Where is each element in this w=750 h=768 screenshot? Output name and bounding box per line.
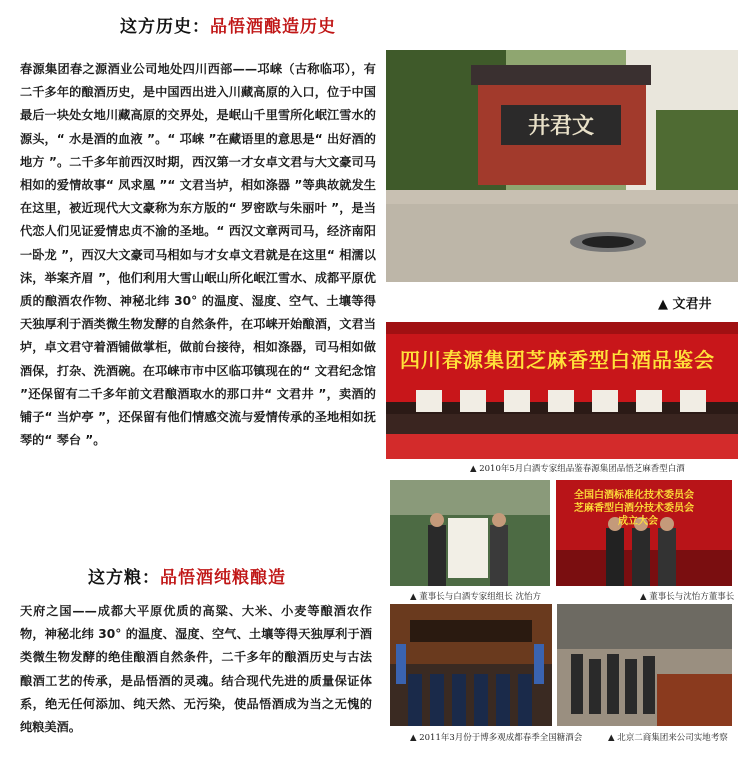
section-grain-main: 品悟酒纯粮酿造 xyxy=(160,568,286,588)
committee-banner-line1: 全国白酒标准化技术委员会 xyxy=(574,490,694,501)
chairman-expert-caption: ▲ 董事长与白酒专家组组长 沈怡方 xyxy=(410,592,541,602)
grain-paragraph: 天府之国——成都大平原优质的高粱、大米、小麦等酿酒农作物，神秘北纬 30° 的温度、湿度、空气、土壤等得天独厚利于酒类微生物发酵的绝佳酿酒自然条件，二千多年的酿酒历史与古法酿酒工艺的传承，是品悟酒的灵魂。结合现代先进的质量保证体系，绝无任何添加、纯天然、无污染，使品悟酒成为当之无愧的纯粮美酒。 xyxy=(20,604,372,735)
committee-banner-line3: 成立大会 xyxy=(618,516,658,527)
committee-photo xyxy=(556,480,732,586)
tasting-banner-text: 四川春源集团芝麻香型白酒品鉴会 xyxy=(400,348,715,372)
sugar-fair-caption: ▲ 2011年3月份于博多观成都春季全国糖酒会 xyxy=(410,733,583,743)
tasting-caption: ▲ 2010年5月白酒专家组品鉴春源集团品悟芝麻香型白酒 xyxy=(470,464,685,474)
site-visit-photo xyxy=(557,604,732,726)
well-plaque-text: 井君文 xyxy=(527,113,595,139)
section-grain-prefix: 这方粮： xyxy=(88,568,160,588)
section-history-main: 品悟酒酿造历史 xyxy=(210,17,336,37)
tasting-event-photo xyxy=(386,322,738,459)
chairman-expert-photo xyxy=(390,480,550,586)
committee-banner-line2: 芝麻香型白酒分技术委员会 xyxy=(574,503,694,514)
wenjun-well-photo xyxy=(386,50,738,282)
sugar-fair-photo xyxy=(390,604,552,726)
section-grain-title xyxy=(88,563,286,588)
section-history-title xyxy=(120,12,336,37)
well-caption: ▲ 文君井 xyxy=(658,297,712,312)
committee-caption: ▲ 董事长与沈怡方董事长 xyxy=(640,592,735,602)
history-paragraph: 春源集团春之源酒业公司地处四川西部——邛崃（古称临邛），有二千多年的酿酒历史，是中国西出进入川藏高原的入口，位于中国最后一块处女地川藏高原的交界处，是岷山千里雪所化岷江雪水的源头，“ 水是酒的血液 ”。“ 邛崃 ”在藏语里的意思是“ 出好酒的地方 ”。二千多年前西汉时期，西汉第一才女卓文君与大文豪司马相如的爱情故事“ 凤求凰 ”“ 文君当垆，相如涤器 ”等典故就发生在这里，被近现代大文豪称为东方版的“ 罗密欧与朱丽叶 ”，是当代恋人们见证爱情忠贞不渝的圣地。“ 西汉文章两司马，经济南阳一卧龙 ”，西汉大文豪司马相如与才女卓文君就是在这里“ 相濡以沫，举案齐眉 ”，他们利用大雪山岷山所化岷江雪水、成都平原优质的酿酒农作物、神秘北纬 30° 的温度、湿度、空气、土壤等得天独厚利于酒类微生物发酵的自然条件，在邛崃开始酿酒，文君当垆，卓文君守着酒铺做掌柜，做前台接待，相如涤器，司马相如做酒保，打杂、洗酒碗。在邛崃市市中区临邛镇现在的“ 文君纪念馆 ”还保留有二千多年前文君酿酒取水的那口井“ 文君井 ”，卖酒的铺子“ 当炉亭 ”，还保留有他们情感交流与爱情传承的圣地相如抚琴的“ 琴台 ”。 xyxy=(20,62,376,448)
site-visit-caption: ▲ 北京二商集团来公司实地考察 xyxy=(608,733,728,743)
section-history-prefix: 这方历史： xyxy=(120,17,210,37)
